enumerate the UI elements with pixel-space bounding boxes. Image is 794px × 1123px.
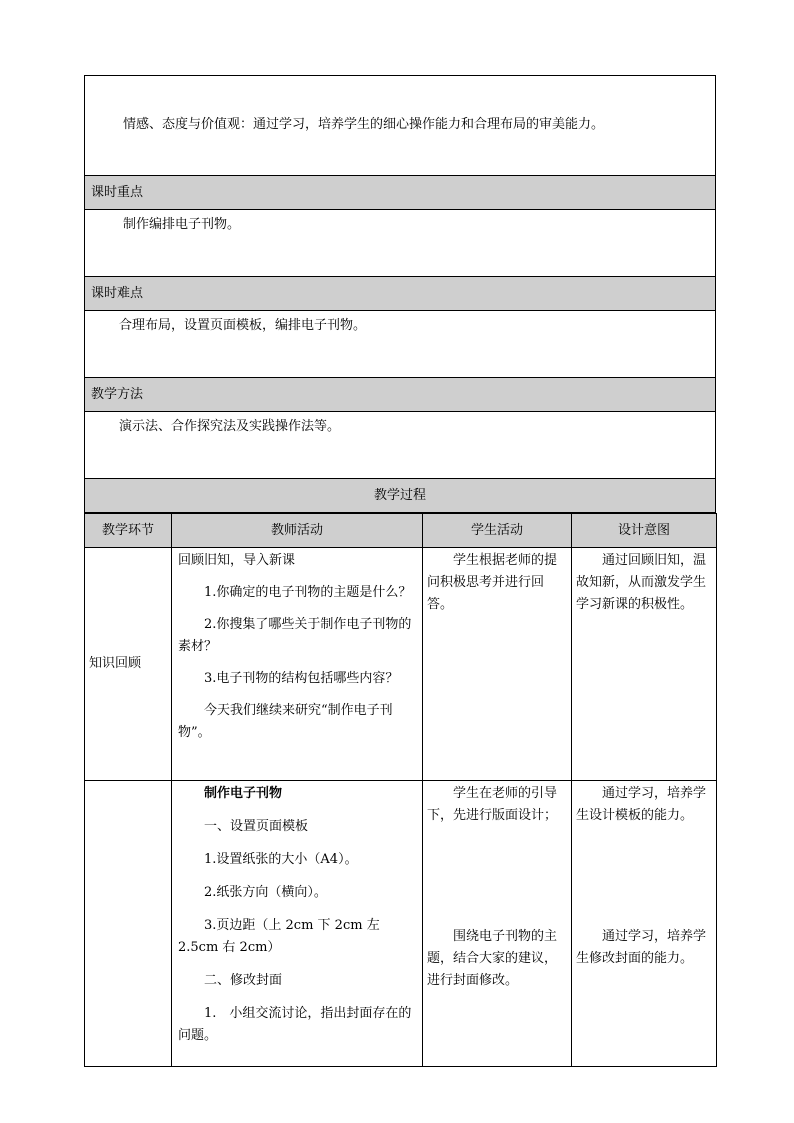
teacher-step: 1. 小组交流讨论，指出封面存在的问题。 bbox=[178, 1006, 412, 1043]
teacher-step: 3.页边距（上 2cm 下 2cm 左 2.5cm 右 2cm） bbox=[178, 918, 380, 955]
table-row bbox=[85, 548, 717, 781]
student-activity-text: 学生在老师的引导下，先进行版面设计； bbox=[427, 786, 558, 823]
column-header-stage: 教学环节 bbox=[85, 514, 172, 548]
method-heading-row bbox=[84, 378, 716, 412]
teacher-activity-cell bbox=[172, 781, 423, 1067]
process-heading: 教学过程 bbox=[373, 488, 426, 503]
student-activity-text: 学生根据老师的提问积极思考并进行回答。 bbox=[427, 553, 558, 612]
teacher-step: 2.你搜集了哪些关于制作电子刊物的素材？ bbox=[178, 617, 412, 654]
process-table bbox=[84, 513, 717, 1067]
student-activity-text: 围绕电子刊物的主题，结合大家的建议，进行封面修改。 bbox=[427, 929, 558, 988]
student-activity-cell bbox=[423, 548, 572, 781]
method-content-row bbox=[84, 412, 716, 479]
design-intent-cell bbox=[572, 781, 717, 1067]
teacher-step: 今天我们继续来研究“制作电子刊物”。 bbox=[178, 703, 393, 740]
teacher-step: 二、修改封面 bbox=[204, 973, 283, 988]
column-header-intent: 设计意图 bbox=[572, 514, 717, 548]
key-point-heading-row bbox=[84, 176, 716, 210]
method-content: 演示法、合作探究法及实践操作法等。 bbox=[119, 419, 341, 434]
teacher-step: 1.设置纸张的大小（A4）。 bbox=[204, 852, 358, 867]
table-row bbox=[85, 781, 717, 1067]
stage-cell bbox=[85, 781, 172, 1067]
teacher-step: 制作电子刊物 bbox=[204, 786, 283, 801]
teacher-step: 一、设置页面模板 bbox=[204, 819, 309, 834]
lesson-plan-page bbox=[84, 75, 716, 1067]
difficulty-content: 合理布局，设置页面模板，编排电子刊物。 bbox=[119, 318, 367, 333]
difficulty-heading-row bbox=[84, 277, 716, 311]
key-point-heading: 课时重点 bbox=[91, 185, 144, 200]
design-intent-text: 通过回顾旧知，温故知新，从而激发学生学习新课的积极性。 bbox=[576, 553, 707, 612]
method-heading: 教学方法 bbox=[91, 387, 144, 402]
teacher-step: 1.你确定的电子刊物的主题是什么？ bbox=[204, 585, 412, 600]
key-point-content-row bbox=[84, 210, 716, 277]
teacher-step: 3.电子刊物的结构包括哪些内容？ bbox=[204, 671, 399, 686]
objectives-section bbox=[84, 75, 716, 176]
stage-cell: 知识回顾 bbox=[85, 548, 172, 781]
teacher-step: 2.纸张方向（横向）。 bbox=[204, 885, 327, 900]
process-heading-row bbox=[84, 479, 716, 513]
design-intent-text: 通过学习，培养学生修改封面的能力。 bbox=[576, 929, 707, 966]
design-intent-text: 通过学习，培养学生设计模板的能力。 bbox=[576, 786, 707, 823]
difficulty-content-row bbox=[84, 311, 716, 378]
student-activity-cell bbox=[423, 781, 572, 1067]
column-header-teacher: 教师活动 bbox=[172, 514, 423, 548]
column-header-student: 学生活动 bbox=[423, 514, 572, 548]
design-intent-cell bbox=[572, 548, 717, 781]
difficulty-heading: 课时难点 bbox=[91, 286, 144, 301]
teacher-activity-cell bbox=[172, 548, 423, 781]
objective-emotion-text: 情感、态度与价值观：通过学习，培养学生的细心操作能力和合理布局的审美能力。 bbox=[123, 117, 605, 132]
key-point-content: 制作编排电子刊物。 bbox=[123, 217, 241, 232]
process-table-header bbox=[85, 514, 717, 548]
teacher-step: 回顾旧知，导入新课 bbox=[178, 553, 296, 568]
